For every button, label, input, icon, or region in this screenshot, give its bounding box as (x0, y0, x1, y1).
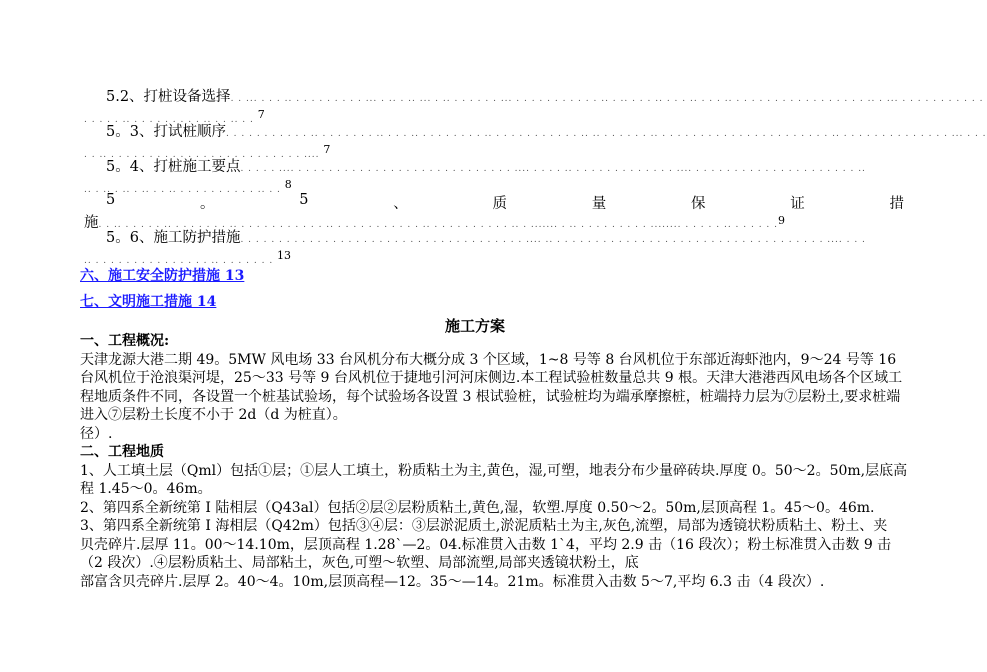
section-heading: 二、工程地质 (80, 444, 164, 460)
document-body (80, 332, 910, 591)
toc-page-number: 7 (257, 108, 265, 121)
document-title: 施工方案 (444, 317, 505, 335)
toc-label-part: 量 (591, 196, 607, 212)
toc-label-part: 5 (106, 192, 116, 208)
toc-label-part: 5 (299, 192, 309, 208)
paragraph: 1、人工填土层（Qml）包括①层；①层人工填土，粉质粘土为主,黄色，湿,可塑，地表分布少量碎砖块.厚度 0。50～2。50m,层底高程 1.45～0。46m。 (80, 462, 908, 497)
toc-link-civilized-construction[interactable]: 七、文明施工措施 14 (80, 294, 217, 310)
toc-entry-5-3[interactable] (84, 121, 987, 145)
leader-dots: . . ... . . . .. . . . . . . . . . ... . .. . .. ... . .. . . . . . . ... . . . . . . . . . . . .. . .. . . . .. . . . .. . . . .. . . . . . . . . . . . . . . . . . .. . ... . . . . . . . . . . . (230, 94, 984, 104)
toc-entry-5-2-cont: . . . . . .. . . . . . . . . . .. . . .. . . 7 (84, 108, 265, 125)
toc-label: 5.2、打桩设备选择 (106, 89, 231, 105)
paragraph: 径）. (80, 425, 113, 442)
toc-label: 5。3、打试桩顺序 (106, 124, 226, 140)
toc-entry-5-6[interactable] (84, 227, 904, 251)
paragraph: 2、第四系全新统第 I 陆相层（Q43al）包括②层②层粉质粘土,黄色,湿，软塑.厚度 0.50～2。50m,层顶高程 1。45～0。46m. (80, 499, 875, 516)
toc-label: 5。6、施工防护措施 (106, 230, 241, 246)
toc-label: 施 (84, 215, 99, 231)
toc-label-part: 质 (492, 196, 507, 212)
toc-label: 5。4、打桩施工要点 (106, 159, 241, 175)
toc-entry-5-3-cont: . . .. . . . . . . . . . . . . . . . . . . . . . . . . . .... 7 (84, 143, 331, 160)
leader-dots: . . . . . .... . . . . . . . . . . . . . . . . . . . . . . . . . . . . .... . . . . .. . . . . . . . . . . . . . .... . . . . . . . . . . . . . . . . . . . . . .. (240, 164, 866, 174)
toc-label-part: 、 (393, 196, 408, 212)
toc-entry-5-4[interactable] (84, 156, 904, 180)
paragraph: 天津龙源大港二期 49。5MW 风电场 33 台风机分布大概分成 3 个区域，1~8 号等 8 台风机位于东部近海虾池内，9～24 号等 16 台风机位于沧浪渠河堤，25～33 号等 9 台风机位于捷地引河河床侧边.本工程试验桩数量总共 9 根。天津大港港西风电场各个区域工程地质条件不同，各设置一个桩基试验场，每个试验场各设置 3 根试验桩，试验桩均为端承摩擦桩，桩端持力层为⑦层粉土,要求桩端进入⑦层粉土长度不小于 2d（d 为桩直）。 (80, 351, 903, 423)
toc-page-number: 8 (284, 178, 292, 191)
toc-page-number: 13 (277, 249, 292, 262)
toc-entry-5-6-cont: .. . . . . . . . . . . . . . . . .. . . . . . . . 13 (84, 249, 292, 266)
toc-label-part: 保 (690, 196, 706, 212)
toc-entry-5-4-cont: .. . .. . .. . .. . . .. . . . . . . . . . . .. . . 8 (84, 178, 292, 195)
paragraph: 部富含贝壳碎片.层厚 2。40～4。10m,层顶高程—12。35～—14。21m。标准贯入击数 5～7,平均 6.3 击（4 段次）. (80, 573, 825, 590)
toc-page-number: 9 (778, 214, 786, 227)
paragraph: 贝壳碎片.层厚 11。00～14.10m，层顶高程 1.28`—2。04.标准贯入击数 1`4，平均 2.9 击（16 段次）；粉土标准贯入击数 9 击（2 段次）.④层粉质粘土、局部粘土，灰色,可塑～软塑、局部流塑,局部夹透镜状粉土，底 (80, 536, 892, 571)
leader-dots: . . . . . . . . . . . . . . . . . . . . . . . . . . . . . . . . . . . . . .... .. . . . . . . . . . . . . . . . . . . . . . . . . . . . . . . . . . . . .... . . . (240, 235, 866, 245)
leader-dots: . . .. . . . . . .. . . . . . . . .. . . . . . . . . . . . .. . . . . . . . . . . . .. . . . . . . . . . . .. . ....... . .. . . . . . . . . . ........ . . . . . .. . . . . . . (98, 220, 779, 230)
leader-dots: . . . . . . . . . . . .. . . . . . . . .. . . . .. . . . . . . . . .. . . . . . . . . . . . .. .. . . . . . . .. . . . . . . . . . . . . . . . . . . . . . . .. . . . . . . . . . . . . . . ... . . . (225, 129, 987, 139)
toc-page-number: 7 (323, 143, 331, 156)
toc-link-safety-measures[interactable]: 六、施工安全防护措施 13 (80, 268, 245, 284)
toc-label-part: 证 (790, 196, 805, 212)
section-heading: 一、工程概况: (80, 333, 170, 349)
paragraph: 3、第四系全新统第 I 海相层（Q42m）包括③④层：③层淤泥质土,淤泥质粘土为主,灰色,流塑，局部为透镜状粉质粘土、粉土、夹 (80, 518, 888, 534)
toc-entry-5-2[interactable] (84, 86, 984, 110)
toc-label-part: 。 (199, 196, 215, 212)
toc-label-part: 措 (889, 196, 904, 212)
